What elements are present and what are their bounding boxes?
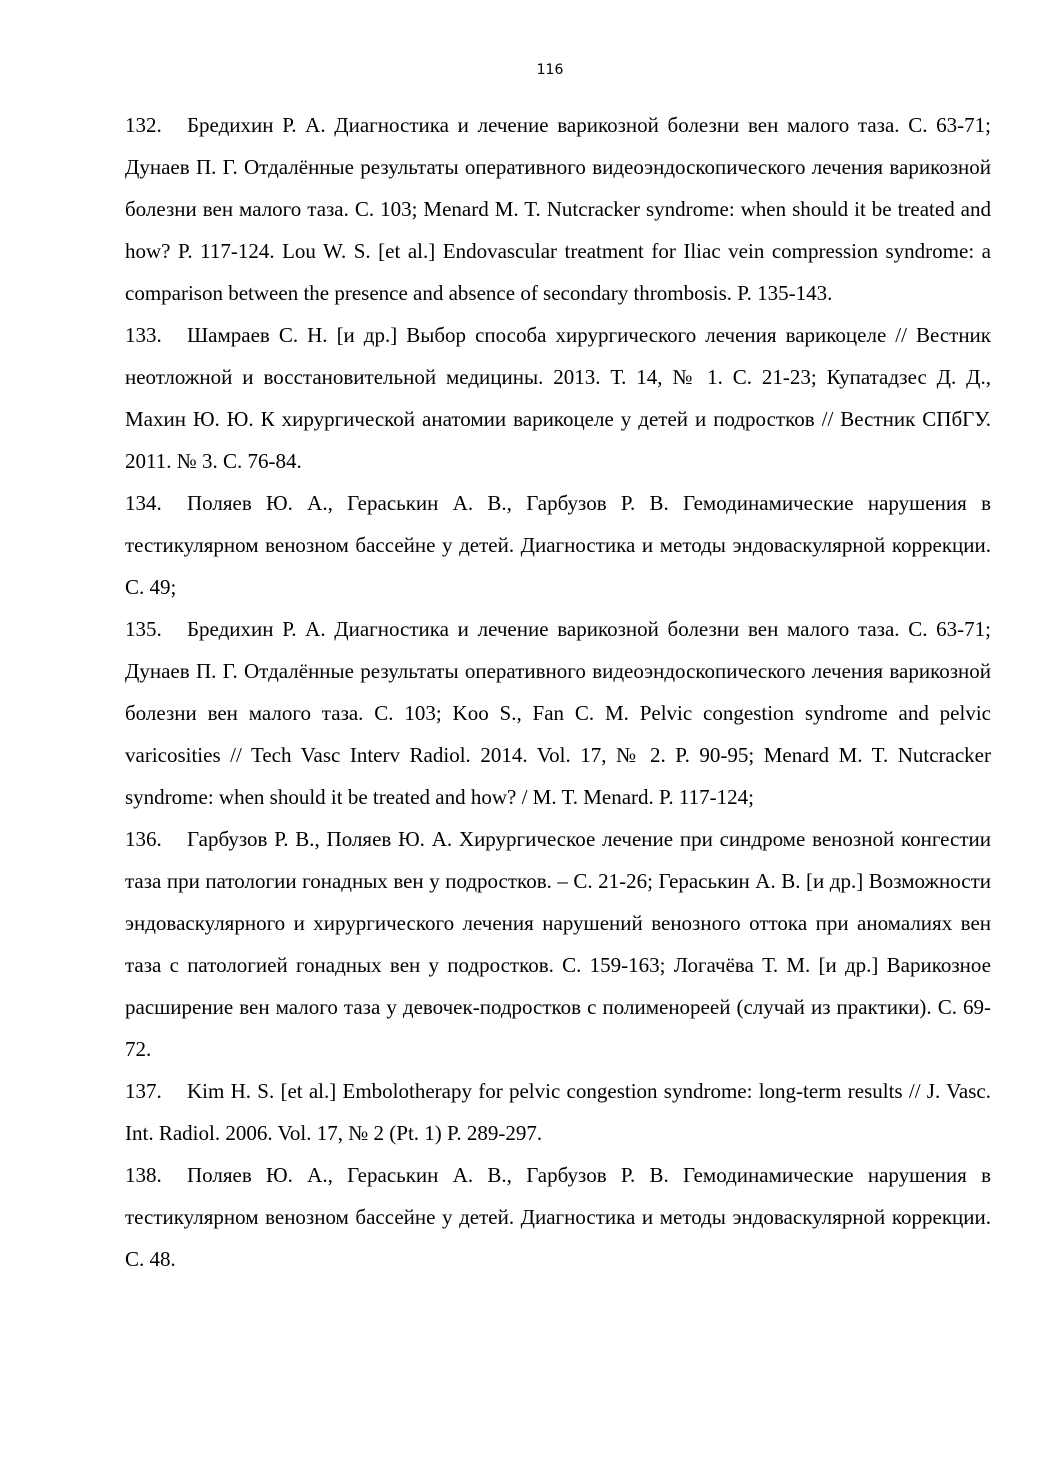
reference-item xyxy=(125,1070,991,1154)
reference-item xyxy=(125,482,991,608)
reference-item xyxy=(125,1154,991,1280)
reference-list xyxy=(125,104,991,1280)
reference-text: Kim H. S. [et al.] Embolotherapy for pelvic congestion syndrome: long-term results // J. Vasc. Int. Radiol. 2006. Vol. 17, № 2 (Pt. 1) P. 289-297. xyxy=(125,1079,991,1145)
reference-item xyxy=(125,608,991,818)
reference-number: 136. xyxy=(125,827,162,851)
page-number: 116 xyxy=(536,62,564,78)
reference-item xyxy=(125,104,991,314)
reference-item xyxy=(125,314,991,482)
reference-text: Шамраев С. Н. [и др.] Выбор способа хирургического лечения варикоцеле // Вестник неотложной и восстановительной медицины. 2013. Т. 14, № 1. С. 21-23; Купатадзес Д. Д., Махин Ю. Ю. К хирургической анатомии варикоцеле у детей и подростков // Вестник СПбГУ. 2011. № 3. С. 76-84. xyxy=(125,323,991,473)
reference-number: 135. xyxy=(125,617,162,641)
reference-number: 133. xyxy=(125,323,162,347)
reference-number: 138. xyxy=(125,1163,162,1187)
reference-text: Бредихин Р. А. Диагностика и лечение варикозной болезни вен малого таза. С. 63-71; Дунаев П. Г. Отдалённые результаты оперативного видеоэндоскопического лечения варикозной болезни вен малого таза. С. 103; Koo S., Fan C. M. Pelvic congestion syndrome and pelvic varicosities // Tech Vasc Interv Radiol. 2014. Vol. 17, № 2. P. 90-95; Menard M. T. Nutcracker syndrome: when should it be treated and how? / M. T. Menard. P. 117-124; xyxy=(125,617,991,809)
reference-text: Поляев Ю. А., Гераськин А. В., Гарбузов Р. В. Гемодинамические нарушения в тестикулярном венозном бассейне у детей. Диагностика и методы эндоваскулярной коррекции. С. 49; xyxy=(125,491,991,599)
reference-number: 132. xyxy=(125,113,162,137)
reference-text: Бредихин Р. А. Диагностика и лечение варикозной болезни вен малого таза. С. 63-71; Дунаев П. Г. Отдалённые результаты оперативного видеоэндоскопического лечения варикозной болезни вен малого таза. С. 103; Menard M. T. Nutcracker syndrome: when should it be treated and how? P. 117-124. Lou W. S. [et al.] Endovascular treatment for Iliac vein compression syndrome: a comparison between the presence and absence of secondary thrombosis. P. 135-143. xyxy=(125,113,991,305)
reference-text: Гарбузов Р. В., Поляев Ю. А. Хирургическое лечение при синдроме венозной конгестии таза при патологии гонадных вен у подростков. – С. 21-26; Гераськин А. В. [и др.] Возможности эндоваскулярного и хирургического лечения нарушений венозного оттока при аномалиях вен таза с патологией гонадных вен у подростков. С. 159-163; Логачёва Т. М. [и др.] Варикозное расширение вен малого таза у девочек-подростков с полименореей (случай из практики). С. 69-72. xyxy=(125,827,991,1061)
reference-item xyxy=(125,818,991,1070)
reference-number: 134. xyxy=(125,491,162,515)
reference-text: Поляев Ю. А., Гераськин А. В., Гарбузов Р. В. Гемодинамические нарушения в тестикулярном венозном бассейне у детей. Диагностика и методы эндоваскулярной коррекции. С. 48. xyxy=(125,1163,991,1271)
reference-number: 137. xyxy=(125,1079,162,1103)
